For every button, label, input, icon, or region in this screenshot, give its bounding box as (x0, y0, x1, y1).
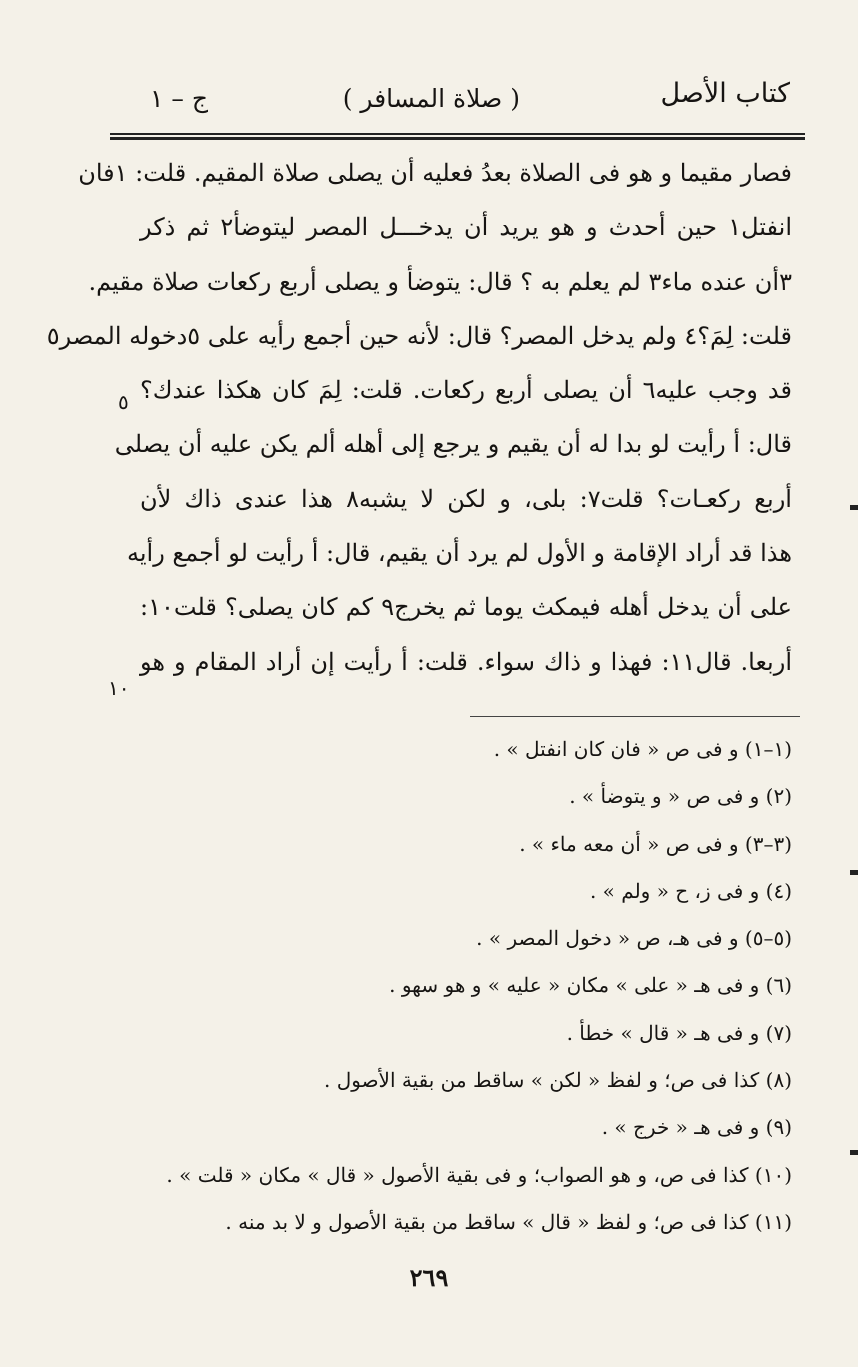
text-line: قال: أ رأيت لو بدا له أن يقيم و يرجع إلى أهله ألم يكن عليه أن يصلى (114, 430, 792, 459)
text-line: أربع ركعـات؟ قلت٧: بلى، و لكن لا يشبه٨ هذا عندى ذاك لأن (140, 484, 792, 513)
running-header (140, 78, 790, 128)
text-line: قلت: لِمَ؟٤ ولم يدخل المصر؟ قال: لأنه حين أجمع رأيه على ٥دخوله المصر٥ (46, 321, 792, 350)
footnote: (٦) و فى هـ « على » مكان « عليه » و هو سهو . (389, 973, 792, 998)
footnote: (١–١) و فى ص « فان كان انفتل » . (493, 737, 792, 761)
header-rule-thin (110, 133, 805, 135)
footnote: (١١) كذا فى ص؛ و لفظ « قال » ساقط من بقية الأصول و لا بد منه . (225, 1209, 792, 1234)
footnote: (٣–٣) و فى ص « أن معه ماء » . (519, 831, 792, 856)
line-number-5: ٥ (118, 390, 129, 414)
footnote: (٢) و فى ص « و يتوضأ » . (569, 784, 792, 809)
text-line: انفتل١ حين أحدث و هو يريد أن يدخـــل المصر ليتوضأ٢ ثم ذكر (140, 213, 792, 242)
scan-edge-mark (850, 870, 858, 875)
line-number-10: ١٠ (108, 676, 130, 700)
text-line: ٣أن عنده ماء٣ لم يعلم به ؟ قال: يتوضأ و يصلى أربع ركعات صلاة مقيم. (88, 267, 792, 296)
chapter-title: ( صلاة المسافر ) (342, 84, 520, 113)
footnote-separator (470, 716, 800, 717)
footnote: (٩) و فى هـ « خرج » . (601, 1115, 792, 1140)
text-line: فصار مقيما و هو فى الصلاة بعدُ فعليه أن يصلى صلاة المقيم. قلت: ١فان (78, 159, 792, 187)
footnote: (٨) كذا فى ص؛ و لفظ « لكن » ساقط من بقية الأصول . (324, 1068, 792, 1093)
book-title: كتاب الأصل (660, 78, 790, 109)
scan-edge-mark (850, 505, 858, 510)
scan-edge-mark (850, 1150, 858, 1155)
footnotes (92, 726, 792, 1246)
footnote: (٧) و فى هـ « قال » خطأ . (566, 1020, 792, 1045)
footnote: (١٠) كذا فى ص، و هو الصواب؛ و فى بقية الأصول « قال » مكان « قلت » . (166, 1162, 792, 1187)
text-line: قد وجب عليه٦ أن يصلى أربع ركعات. قلت: لِمَ كان هكذا عندك؟ (140, 376, 792, 405)
page-number: ٢٦٩ (409, 1263, 449, 1292)
part-indicator: ج – ١ (150, 84, 208, 113)
text-line: أربعا. قال١١: فهذا و ذاك سواء. قلت: أ رأيت إن أراد المقام و هو (140, 647, 792, 676)
header-rule-thick (110, 137, 805, 140)
footnote: (٤) و فى ز، ح « ولم » . (589, 878, 792, 903)
text-line: هذا قد أراد الإقامة و الأول لم يرد أن يقيم، قال: أ رأيت لو أجمع رأيه (127, 539, 792, 568)
footnote: (٥–٥) و فى هـ، ص « دخول المصر » . (476, 926, 792, 951)
text-line: على أن يدخل أهله فيمكث يوما ثم يخرج٩ كم كان يصلى؟ قلت١٠: (140, 593, 792, 622)
main-text (46, 146, 792, 689)
